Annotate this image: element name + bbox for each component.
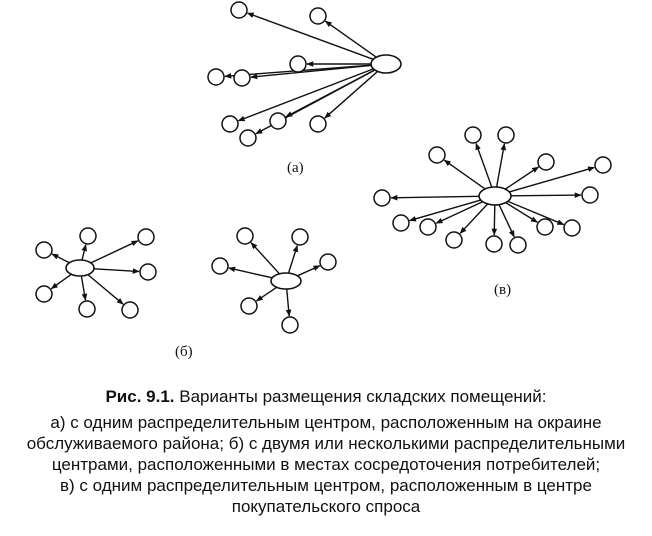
consumer-node — [564, 220, 580, 236]
flow-arrow — [511, 195, 581, 196]
flow-arrow — [88, 275, 123, 305]
distribution-center-b-right-center — [271, 273, 301, 289]
distribution-hub-group — [212, 228, 336, 333]
panel-label-a: (а) — [287, 160, 304, 176]
figure-caption — [0, 386, 652, 517]
caption-title-line — [0, 386, 652, 407]
consumer-node — [140, 264, 156, 280]
consumer-node — [212, 258, 228, 274]
consumer-node — [237, 228, 253, 244]
flow-arrow — [494, 205, 495, 235]
distribution-center-b-left-center — [66, 260, 94, 276]
distribution-hub-group — [374, 127, 611, 253]
flow-arrow — [410, 200, 481, 220]
distribution-center-a-center — [371, 55, 401, 73]
caption-line: а) с одним распределительным центром, расположенным на окраине — [50, 413, 602, 432]
flow-arrow — [229, 268, 272, 278]
consumer-node — [465, 127, 481, 143]
caption-line: обслуживаемого района; б) с двумя или несколькими распределительными — [26, 434, 626, 453]
consumer-node — [538, 154, 554, 170]
consumer-node — [240, 130, 256, 146]
consumer-node — [310, 8, 326, 24]
flow-arrow — [286, 70, 375, 117]
consumer-node — [486, 236, 502, 252]
flow-arrow — [497, 144, 505, 187]
flow-arrow — [297, 266, 319, 276]
consumer-node — [429, 147, 445, 163]
flow-arrow — [94, 269, 139, 272]
caption-title: Варианты размещения складских помещений: — [179, 387, 547, 406]
flow-arrow — [460, 204, 487, 233]
consumer-node — [420, 219, 436, 235]
flow-arrow — [251, 243, 279, 274]
consumer-node — [292, 229, 308, 245]
consumer-node — [36, 286, 52, 302]
consumer-node — [320, 254, 336, 270]
distribution-hub-group — [208, 2, 401, 146]
flow-arrow — [506, 203, 538, 223]
flow-arrow — [505, 167, 538, 189]
flow-arrow — [51, 274, 71, 288]
flow-arrow — [52, 254, 69, 263]
distribution-center-v-center — [479, 187, 511, 205]
distribution-hub-group — [36, 228, 156, 318]
caption-line: покупательского спроса — [231, 497, 421, 516]
flow-arrow — [289, 246, 298, 274]
flow-arrow — [476, 143, 492, 187]
consumer-node — [138, 229, 154, 245]
flow-arrow — [81, 276, 85, 300]
consumer-node — [510, 237, 526, 253]
flow-arrow — [325, 71, 378, 118]
consumer-node — [498, 127, 514, 143]
flow-arrow — [391, 196, 479, 198]
panel-label-b: (б) — [175, 344, 193, 360]
consumer-node — [270, 113, 286, 129]
flow-arrow — [256, 287, 276, 301]
flow-arrow — [509, 167, 594, 191]
consumer-node — [310, 116, 326, 132]
caption-line: в) с одним распределительным центром, расположенным в центре — [60, 476, 592, 495]
consumer-node — [393, 215, 409, 231]
caption-figure-number: Рис. 9.1. — [105, 387, 175, 406]
consumer-node — [231, 2, 247, 18]
consumer-node — [222, 116, 238, 132]
consumer-node — [282, 317, 298, 333]
flow-arrow — [444, 160, 485, 189]
flow-arrow — [499, 205, 514, 237]
consumer-node — [374, 190, 390, 206]
consumer-node — [36, 242, 52, 258]
consumer-node — [537, 219, 553, 235]
panel-label-v: (в) — [494, 282, 512, 298]
flow-arrow — [251, 65, 371, 77]
consumer-node — [582, 187, 598, 203]
consumer-node — [234, 70, 250, 86]
consumer-node — [595, 157, 611, 173]
flow-arrow — [82, 245, 86, 260]
flow-arrow — [436, 202, 482, 224]
flow-arrow — [287, 289, 289, 316]
caption-line: центрами, расположенными в местах сосредоточения потребителей; — [51, 455, 601, 474]
consumer-node — [122, 302, 138, 318]
consumer-node — [241, 298, 257, 314]
consumer-node — [290, 56, 306, 72]
consumer-node — [446, 232, 462, 248]
consumer-node — [208, 69, 224, 85]
consumer-node — [80, 228, 96, 244]
diagram-group — [36, 2, 611, 333]
flow-arrow — [91, 241, 138, 263]
consumer-node — [79, 301, 95, 317]
